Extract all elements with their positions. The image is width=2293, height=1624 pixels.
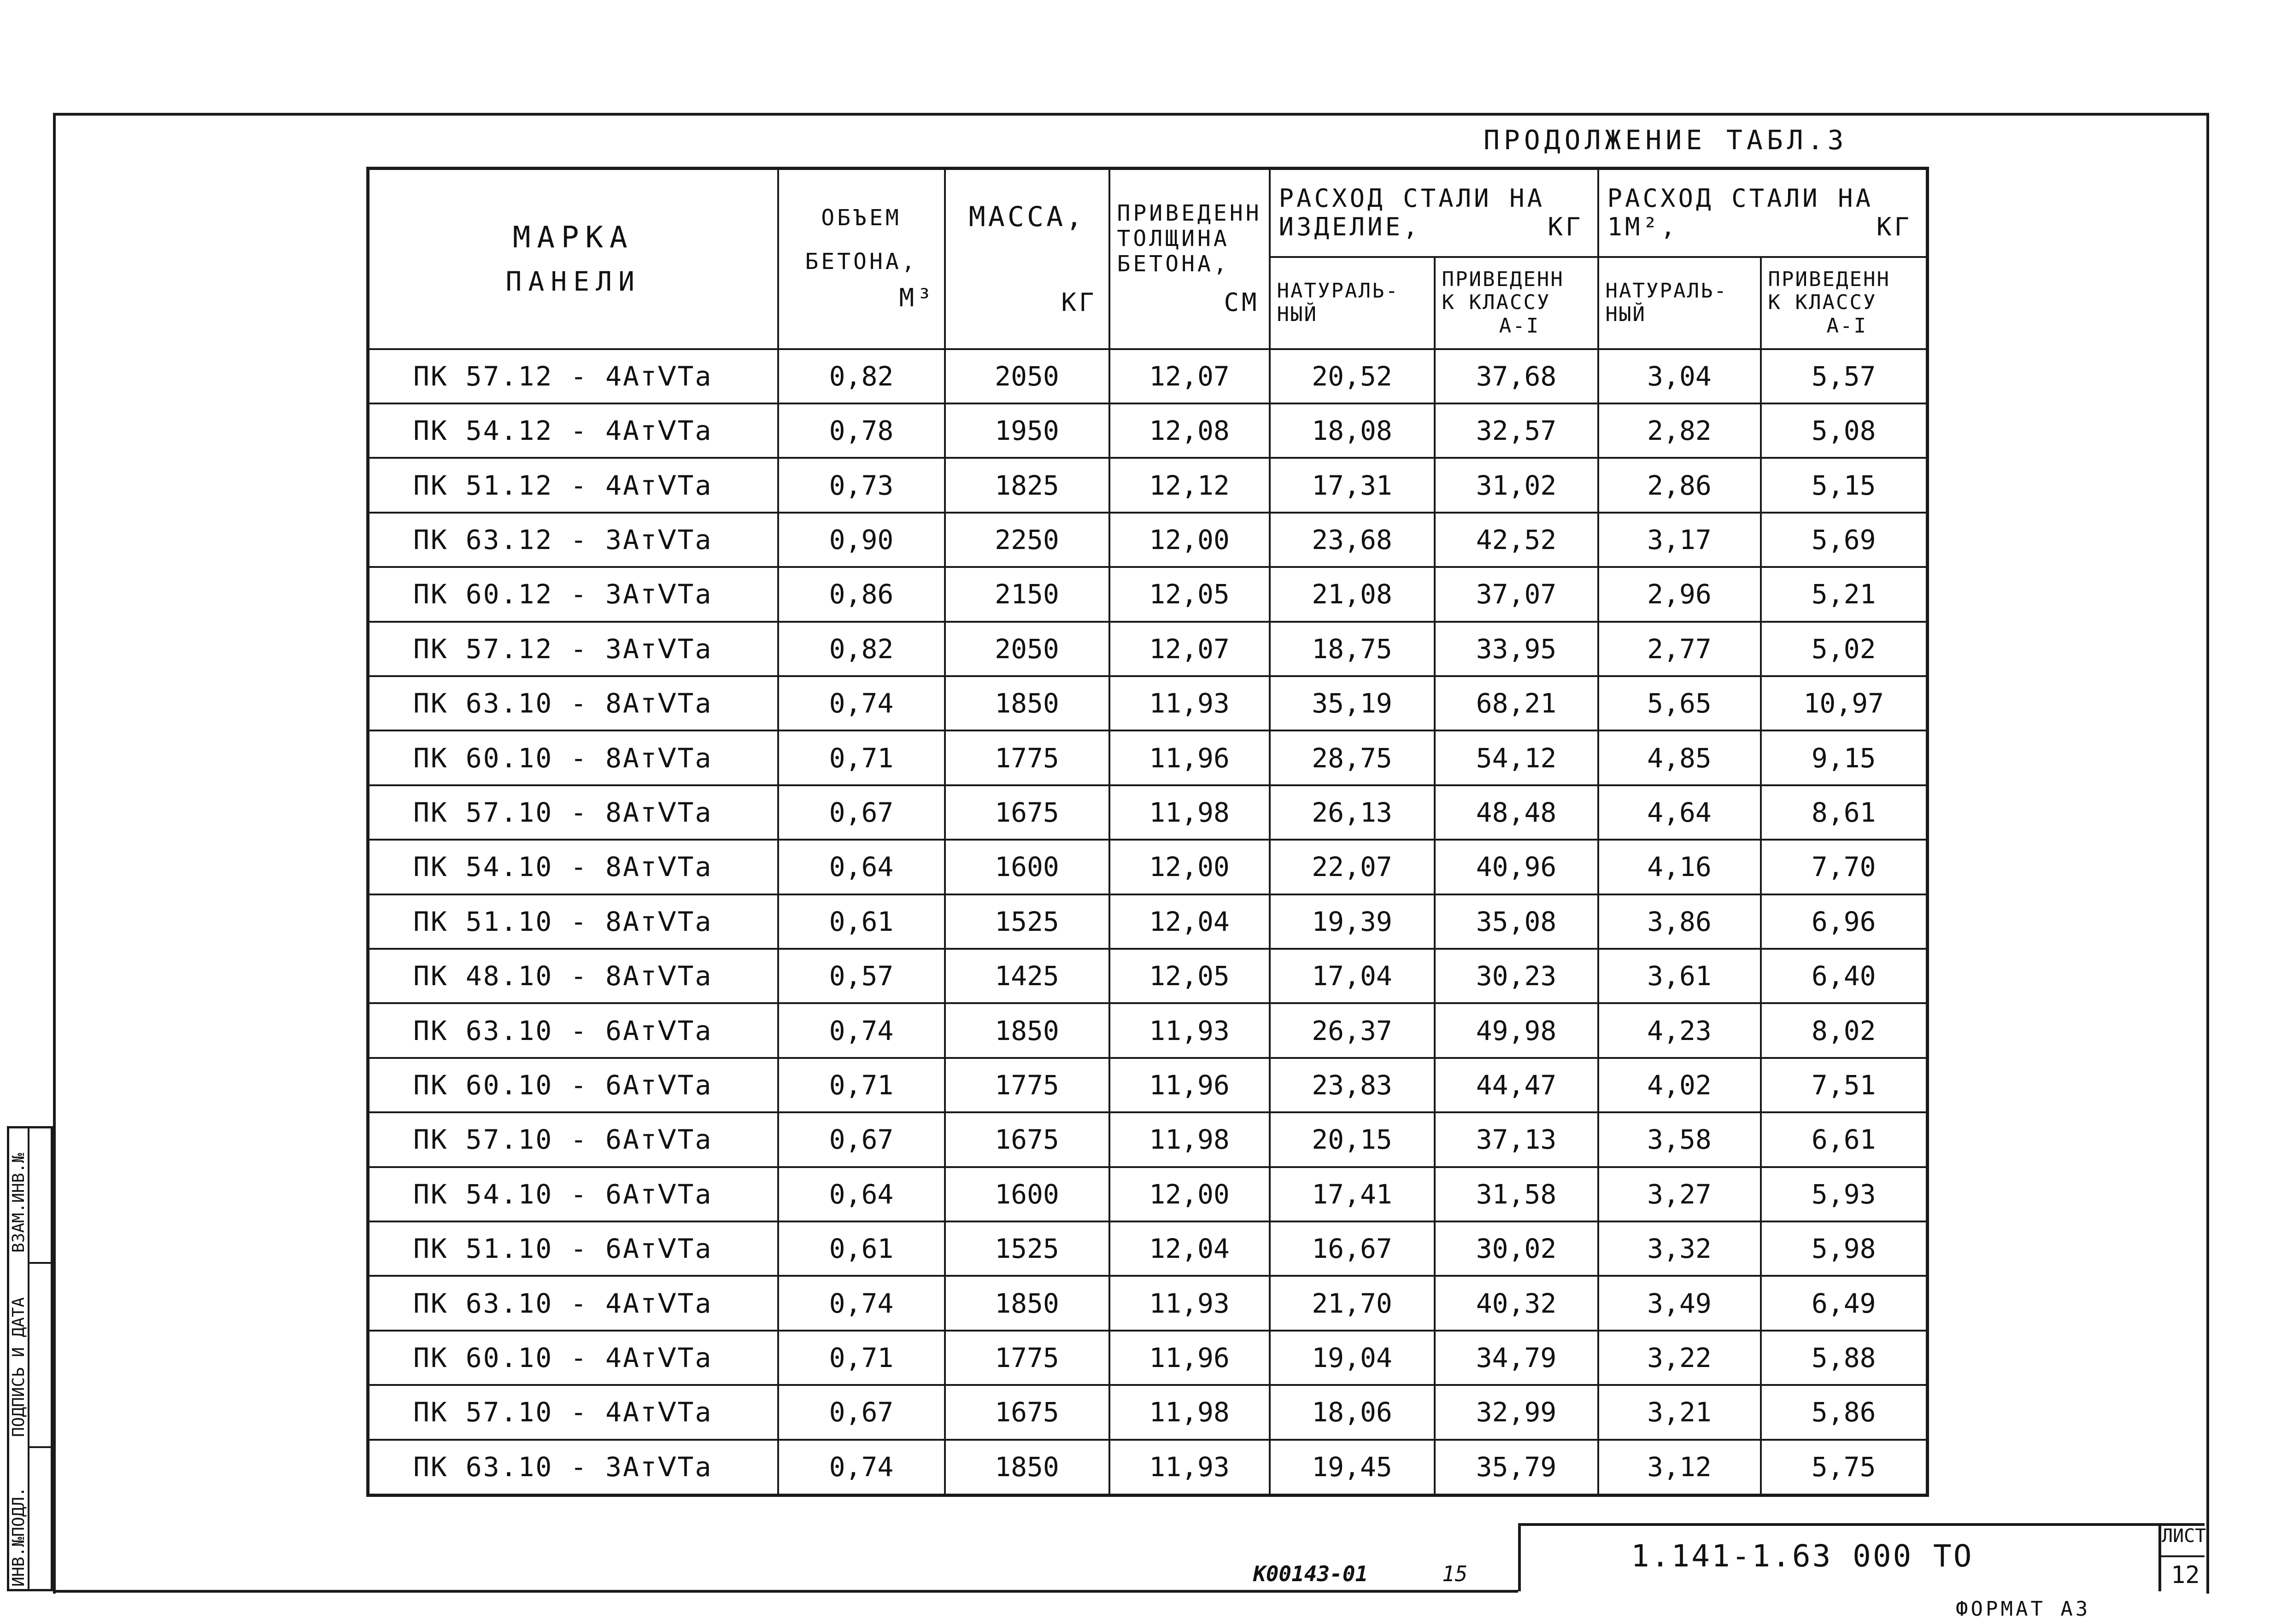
mass-cell: 2050: [945, 622, 1109, 676]
steel-item-natural-cell: 26,13: [1270, 785, 1435, 840]
archive-number: К00143-01: [1253, 1561, 1368, 1586]
steel-m2-natural-cell: 4,85: [1598, 730, 1761, 785]
steel-m2-natural-cell: 3,04: [1598, 349, 1761, 403]
mass-cell: 1425: [945, 949, 1109, 1003]
steel-m2-natural-cell: 3,27: [1598, 1167, 1761, 1221]
steel-m2-natural-cell: 2,82: [1598, 403, 1761, 458]
thickness-cell: 12,00: [1109, 513, 1270, 567]
steel-item-natural-cell: 17,31: [1270, 458, 1435, 512]
steel-m2-natural-cell: 4,23: [1598, 1003, 1761, 1057]
header-mark-line2: ПАНЕЛИ: [505, 266, 641, 298]
mass-cell: 1775: [945, 1331, 1109, 1385]
concrete-volume-cell: 0,82: [778, 349, 945, 403]
mass-cell: 1775: [945, 1058, 1109, 1112]
thickness-cell: 11,93: [1109, 1440, 1270, 1495]
header-mass-label: МАССА,: [968, 200, 1085, 233]
panel-mark-cell: ПК 63.10 - 4АтⅤТа: [368, 1276, 778, 1330]
thickness-cell: 12,07: [1109, 349, 1270, 403]
table-row: [368, 513, 1928, 567]
panel-mark-cell: ПК 60.10 - 8АтⅤТа: [368, 730, 778, 785]
header-steel-m2-unit: КГ: [1877, 212, 1912, 242]
steel-item-reduced-cell: 49,98: [1435, 1003, 1598, 1057]
concrete-volume-cell: 0,67: [778, 1385, 945, 1439]
mass-cell: 1600: [945, 1167, 1109, 1221]
steel-item-reduced-cell: 30,02: [1435, 1221, 1598, 1276]
steel-m2-natural-cell: 4,02: [1598, 1058, 1761, 1112]
mass-cell: 1825: [945, 458, 1109, 512]
thickness-cell: 11,93: [1109, 1276, 1270, 1330]
header-volume-unit: М³: [899, 283, 935, 313]
concrete-volume-cell: 0,67: [778, 1112, 945, 1167]
steel-m2-reduced-cell: 5,86: [1761, 1385, 1928, 1439]
steel-m2-reduced-cell: 6,61: [1761, 1112, 1928, 1167]
table-row: [368, 1276, 1928, 1330]
header-steel-per-item: [1270, 169, 1598, 257]
mass-cell: 1850: [945, 1003, 1109, 1057]
steel-item-reduced-cell: 42,52: [1435, 513, 1598, 567]
concrete-volume-cell: 0,61: [778, 894, 945, 949]
mass-cell: 1525: [945, 894, 1109, 949]
sheet-label: ЛИСТ: [2162, 1525, 2206, 1547]
concrete-volume-cell: 0,74: [778, 1440, 945, 1495]
steel-m2-reduced-cell: 5,75: [1761, 1440, 1928, 1495]
panel-mark-cell: ПК 57.10 - 6АтⅤТа: [368, 1112, 778, 1167]
table-row: [368, 1331, 1928, 1385]
panel-mark-cell: ПК 54.10 - 6АтⅤТа: [368, 1167, 778, 1221]
panel-mark-cell: ПК 63.10 - 8АтⅤТа: [368, 676, 778, 730]
panel-mark-cell: ПК 54.10 - 8АтⅤТа: [368, 840, 778, 894]
steel-item-reduced-cell: 40,32: [1435, 1276, 1598, 1330]
thickness-cell: 11,96: [1109, 1331, 1270, 1385]
thickness-cell: 12,08: [1109, 403, 1270, 458]
steel-m2-natural-cell: 2,77: [1598, 622, 1761, 676]
steel-item-reduced-cell: 37,13: [1435, 1112, 1598, 1167]
paper-format: ФОРМАТ А3: [1956, 1597, 2091, 1621]
concrete-volume-cell: 0,74: [778, 676, 945, 730]
steel-item-natural-cell: 22,07: [1270, 840, 1435, 894]
concrete-volume-cell: 0,61: [778, 1221, 945, 1276]
steel-m2-natural-cell: 3,21: [1598, 1385, 1761, 1439]
steel-m2-natural-cell: 3,49: [1598, 1276, 1761, 1330]
steel-item-reduced-cell: 54,12: [1435, 730, 1598, 785]
steel-m2-reduced-cell: 5,02: [1761, 622, 1928, 676]
header-m2-natural-line1: НАТУРАЛЬ-: [1605, 279, 1728, 303]
side-label-replace-inv: ВЗАМ.ИНВ.№: [9, 1153, 28, 1253]
header-steel-item-line2: ИЗДЕЛИЕ,: [1278, 212, 1421, 242]
steel-item-reduced-cell: 34,79: [1435, 1331, 1598, 1385]
mass-cell: 1675: [945, 1385, 1109, 1439]
steel-item-natural-cell: 17,04: [1270, 949, 1435, 1003]
panel-mark-cell: ПК 60.12 - 3АтⅤТа: [368, 567, 778, 621]
concrete-volume-cell: 0,86: [778, 567, 945, 621]
thickness-cell: 11,96: [1109, 730, 1270, 785]
header-m2-reduced-line2: К КЛАССУ: [1768, 291, 1877, 315]
steel-m2-reduced-cell: 5,57: [1761, 349, 1928, 403]
thickness-cell: 12,04: [1109, 894, 1270, 949]
steel-m2-natural-cell: 2,86: [1598, 458, 1761, 512]
header-item-reduced: [1435, 257, 1598, 349]
steel-item-natural-cell: 21,08: [1270, 567, 1435, 621]
mass-cell: 1775: [945, 730, 1109, 785]
steel-m2-reduced-cell: 5,15: [1761, 458, 1928, 512]
thickness-cell: 11,98: [1109, 785, 1270, 840]
steel-m2-reduced-cell: 5,69: [1761, 513, 1928, 567]
concrete-volume-cell: 0,67: [778, 785, 945, 840]
panel-mark-cell: ПК 57.12 - 4АтⅤТа: [368, 349, 778, 403]
mass-cell: 1850: [945, 1440, 1109, 1495]
header-steel-item-unit: КГ: [1548, 212, 1583, 242]
table-row: [368, 349, 1928, 403]
header-row-1: [368, 169, 1928, 257]
steel-item-natural-cell: 18,08: [1270, 403, 1435, 458]
archive-number-suffix: 15: [1442, 1561, 1468, 1586]
thickness-cell: 12,07: [1109, 622, 1270, 676]
concrete-volume-cell: 0,73: [778, 458, 945, 512]
concrete-volume-cell: 0,90: [778, 513, 945, 567]
table-row: [368, 894, 1928, 949]
steel-m2-natural-cell: 5,65: [1598, 676, 1761, 730]
steel-m2-reduced-cell: 8,02: [1761, 1003, 1928, 1057]
steel-item-reduced-cell: 40,96: [1435, 840, 1598, 894]
concrete-volume-cell: 0,71: [778, 730, 945, 785]
steel-item-reduced-cell: 37,68: [1435, 349, 1598, 403]
steel-m2-reduced-cell: 9,15: [1761, 730, 1928, 785]
steel-item-reduced-cell: 33,95: [1435, 622, 1598, 676]
panel-mark-cell: ПК 63.12 - 3АтⅤТа: [368, 513, 778, 567]
header-thickness-line2: ТОЛЩИНА: [1117, 226, 1230, 252]
steel-m2-natural-cell: 4,16: [1598, 840, 1761, 894]
table-body: [368, 349, 1928, 1495]
thickness-cell: 12,04: [1109, 1221, 1270, 1276]
thickness-cell: 11,98: [1109, 1385, 1270, 1439]
table-row: [368, 1221, 1928, 1276]
concrete-volume-cell: 0,71: [778, 1058, 945, 1112]
table-row: [368, 1440, 1928, 1495]
table-row: [368, 840, 1928, 894]
steel-m2-natural-cell: 3,86: [1598, 894, 1761, 949]
panel-mark-cell: ПК 57.12 - 3АтⅤТа: [368, 622, 778, 676]
header-mass-unit: КГ: [1061, 287, 1097, 317]
thickness-cell: 11,98: [1109, 1112, 1270, 1167]
steel-item-reduced-cell: 68,21: [1435, 676, 1598, 730]
table-row: [368, 1385, 1928, 1439]
concrete-volume-cell: 0,74: [778, 1003, 945, 1057]
header-item-reduced-line1: ПРИВЕДЕНН: [1442, 267, 1564, 291]
steel-m2-reduced-cell: 5,21: [1761, 567, 1928, 621]
steel-item-natural-cell: 28,75: [1270, 730, 1435, 785]
thickness-cell: 12,05: [1109, 567, 1270, 621]
concrete-volume-cell: 0,64: [778, 840, 945, 894]
steel-m2-reduced-cell: 7,70: [1761, 840, 1928, 894]
steel-item-natural-cell: 17,41: [1270, 1167, 1435, 1221]
table-row: [368, 1058, 1928, 1112]
steel-m2-natural-cell: 3,22: [1598, 1331, 1761, 1385]
steel-item-reduced-cell: 32,57: [1435, 403, 1598, 458]
panel-mark-cell: ПК 57.10 - 8АтⅤТа: [368, 785, 778, 840]
table-row: [368, 567, 1928, 621]
steel-m2-reduced-cell: 5,93: [1761, 1167, 1928, 1221]
steel-item-natural-cell: 19,39: [1270, 894, 1435, 949]
steel-item-natural-cell: 18,75: [1270, 622, 1435, 676]
table-row: [368, 730, 1928, 785]
table-row: [368, 1112, 1928, 1167]
steel-m2-reduced-cell: 6,40: [1761, 949, 1928, 1003]
mass-cell: 1950: [945, 403, 1109, 458]
header-item-natural: [1270, 257, 1435, 349]
table-caption: ПРОДОЛЖЕНИЕ ТАБЛ.3: [1484, 124, 1848, 156]
steel-m2-natural-cell: 2,96: [1598, 567, 1761, 621]
steel-m2-natural-cell: 4,64: [1598, 785, 1761, 840]
panel-mark-cell: ПК 51.10 - 6АтⅤТа: [368, 1221, 778, 1276]
panel-mark-cell: ПК 60.10 - 6АтⅤТа: [368, 1058, 778, 1112]
concrete-volume-cell: 0,74: [778, 1276, 945, 1330]
header-steel-m2-line1: РАСХОД СТАЛИ НА: [1607, 184, 1874, 213]
steel-item-natural-cell: 35,19: [1270, 676, 1435, 730]
mass-cell: 1675: [945, 1112, 1109, 1167]
concrete-volume-cell: 0,71: [778, 1331, 945, 1385]
sheet-number: 12: [2171, 1561, 2200, 1589]
steel-item-reduced-cell: 48,48: [1435, 785, 1598, 840]
header-item-natural-line1: НАТУРАЛЬ-: [1277, 279, 1399, 303]
table-row: [368, 1003, 1928, 1057]
steel-item-reduced-cell: 35,08: [1435, 894, 1598, 949]
steel-item-reduced-cell: 32,99: [1435, 1385, 1598, 1439]
steel-item-natural-cell: 21,70: [1270, 1276, 1435, 1330]
header-volume: [778, 169, 945, 349]
panel-mark-cell: ПК 54.12 - 4АтⅤТа: [368, 403, 778, 458]
thickness-cell: 12,00: [1109, 840, 1270, 894]
thickness-cell: 11,96: [1109, 1058, 1270, 1112]
steel-item-reduced-cell: 31,02: [1435, 458, 1598, 512]
panel-mark-cell: ПК 48.10 - 8АтⅤТа: [368, 949, 778, 1003]
panel-mark-cell: ПК 63.10 - 3АтⅤТа: [368, 1440, 778, 1495]
steel-item-natural-cell: 18,06: [1270, 1385, 1435, 1439]
table-row: [368, 676, 1928, 730]
steel-m2-natural-cell: 3,12: [1598, 1440, 1761, 1495]
table-row: [368, 785, 1928, 840]
header-thickness-line3: БЕТОНА,: [1117, 251, 1230, 277]
table-row: [368, 1167, 1928, 1221]
concrete-volume-cell: 0,64: [778, 1167, 945, 1221]
steel-item-natural-cell: 19,45: [1270, 1440, 1435, 1495]
concrete-volume-cell: 0,78: [778, 403, 945, 458]
mass-cell: 2050: [945, 349, 1109, 403]
table-row: [368, 403, 1928, 458]
header-thickness-line1: ПРИВЕДЕНН: [1117, 200, 1262, 226]
steel-item-reduced-cell: 44,47: [1435, 1058, 1598, 1112]
header-mark: [368, 169, 778, 349]
header-volume-line2: БЕТОНА,: [805, 249, 918, 275]
steel-m2-reduced-cell: 7,51: [1761, 1058, 1928, 1112]
side-label-inv-no: ИНВ.№ПОДЛ.: [9, 1487, 28, 1587]
thickness-cell: 11,93: [1109, 676, 1270, 730]
mass-cell: 1525: [945, 1221, 1109, 1276]
mass-cell: 1850: [945, 1276, 1109, 1330]
steel-m2-reduced-cell: 6,49: [1761, 1276, 1928, 1330]
steel-item-natural-cell: 23,83: [1270, 1058, 1435, 1112]
steel-m2-reduced-cell: 10,97: [1761, 676, 1928, 730]
steel-item-natural-cell: 23,68: [1270, 513, 1435, 567]
panel-mark-cell: ПК 60.10 - 4АтⅤТа: [368, 1331, 778, 1385]
steel-item-natural-cell: 20,52: [1270, 349, 1435, 403]
concrete-volume-cell: 0,57: [778, 949, 945, 1003]
steel-m2-reduced-cell: 8,61: [1761, 785, 1928, 840]
header-item-natural-line2: НЫЙ: [1277, 302, 1318, 326]
steel-m2-natural-cell: 3,58: [1598, 1112, 1761, 1167]
header-item-reduced-line3: А-I: [1499, 314, 1540, 338]
header-m2-reduced: [1761, 257, 1928, 349]
sheet-box-divider: [2158, 1555, 2205, 1557]
steel-m2-natural-cell: 3,61: [1598, 949, 1761, 1003]
mass-cell: 1600: [945, 840, 1109, 894]
frame-bottom-line: [53, 1590, 1518, 1593]
table-row: [368, 949, 1928, 1003]
header-m2-reduced-line3: А-I: [1826, 314, 1868, 338]
thickness-cell: 12,12: [1109, 458, 1270, 512]
table-row: [368, 458, 1928, 512]
panel-mark-cell: ПК 51.12 - 4АтⅤТа: [368, 458, 778, 512]
thickness-cell: 12,00: [1109, 1167, 1270, 1221]
mass-cell: 1850: [945, 676, 1109, 730]
header-thickness: [1109, 169, 1270, 349]
table-row: [368, 622, 1928, 676]
mass-cell: 2150: [945, 567, 1109, 621]
steel-m2-reduced-cell: 5,08: [1761, 403, 1928, 458]
steel-m2-reduced-cell: 5,98: [1761, 1221, 1928, 1276]
steel-item-natural-cell: 20,15: [1270, 1112, 1435, 1167]
steel-item-reduced-cell: 37,07: [1435, 567, 1598, 621]
steel-item-reduced-cell: 35,79: [1435, 1440, 1598, 1495]
thickness-cell: 12,05: [1109, 949, 1270, 1003]
panel-mark-cell: ПК 63.10 - 6АтⅤТа: [368, 1003, 778, 1057]
header-m2-natural: [1598, 257, 1761, 349]
header-volume-line1: ОБЪЕМ: [821, 205, 902, 231]
header-steel-m2-line2: 1М²,: [1607, 212, 1678, 242]
header-item-reduced-line2: К КЛАССУ: [1442, 291, 1551, 315]
steel-m2-natural-cell: 3,17: [1598, 513, 1761, 567]
steel-item-natural-cell: 19,04: [1270, 1331, 1435, 1385]
steel-item-natural-cell: 26,37: [1270, 1003, 1435, 1057]
header-mark-line1: МАРКА: [512, 220, 634, 255]
concrete-volume-cell: 0,82: [778, 622, 945, 676]
header-m2-natural-line2: НЫЙ: [1605, 302, 1646, 326]
header-mass: [945, 169, 1109, 349]
header-steel-per-m2: [1598, 169, 1928, 257]
mass-cell: 2250: [945, 513, 1109, 567]
steel-m2-reduced-cell: 6,96: [1761, 894, 1928, 949]
side-label-sign-date: ПОДПИСЬ И ДАТА: [9, 1297, 28, 1437]
header-thickness-unit: СМ: [1224, 288, 1260, 317]
header-steel-item-line1: РАСХОД СТАЛИ НА: [1278, 184, 1545, 213]
steel-item-reduced-cell: 30,23: [1435, 949, 1598, 1003]
thickness-cell: 11,93: [1109, 1003, 1270, 1057]
panel-mark-cell: ПК 57.10 - 4АтⅤТа: [368, 1385, 778, 1439]
panel-mark-cell: ПК 51.10 - 8АтⅤТа: [368, 894, 778, 949]
document-code: 1.141-1.63 000 ТО: [1631, 1538, 1974, 1574]
side-strip-cell-divider-1: [28, 1262, 53, 1264]
side-strip-cell-divider-2: [28, 1446, 53, 1448]
mass-cell: 1675: [945, 785, 1109, 840]
steel-item-natural-cell: 16,67: [1270, 1221, 1435, 1276]
steel-item-reduced-cell: 31,58: [1435, 1167, 1598, 1221]
steel-consumption-table: [366, 167, 1929, 1497]
header-m2-reduced-line1: ПРИВЕДЕНН: [1768, 267, 1890, 291]
steel-m2-reduced-cell: 5,88: [1761, 1331, 1928, 1385]
steel-m2-natural-cell: 3,32: [1598, 1221, 1761, 1276]
